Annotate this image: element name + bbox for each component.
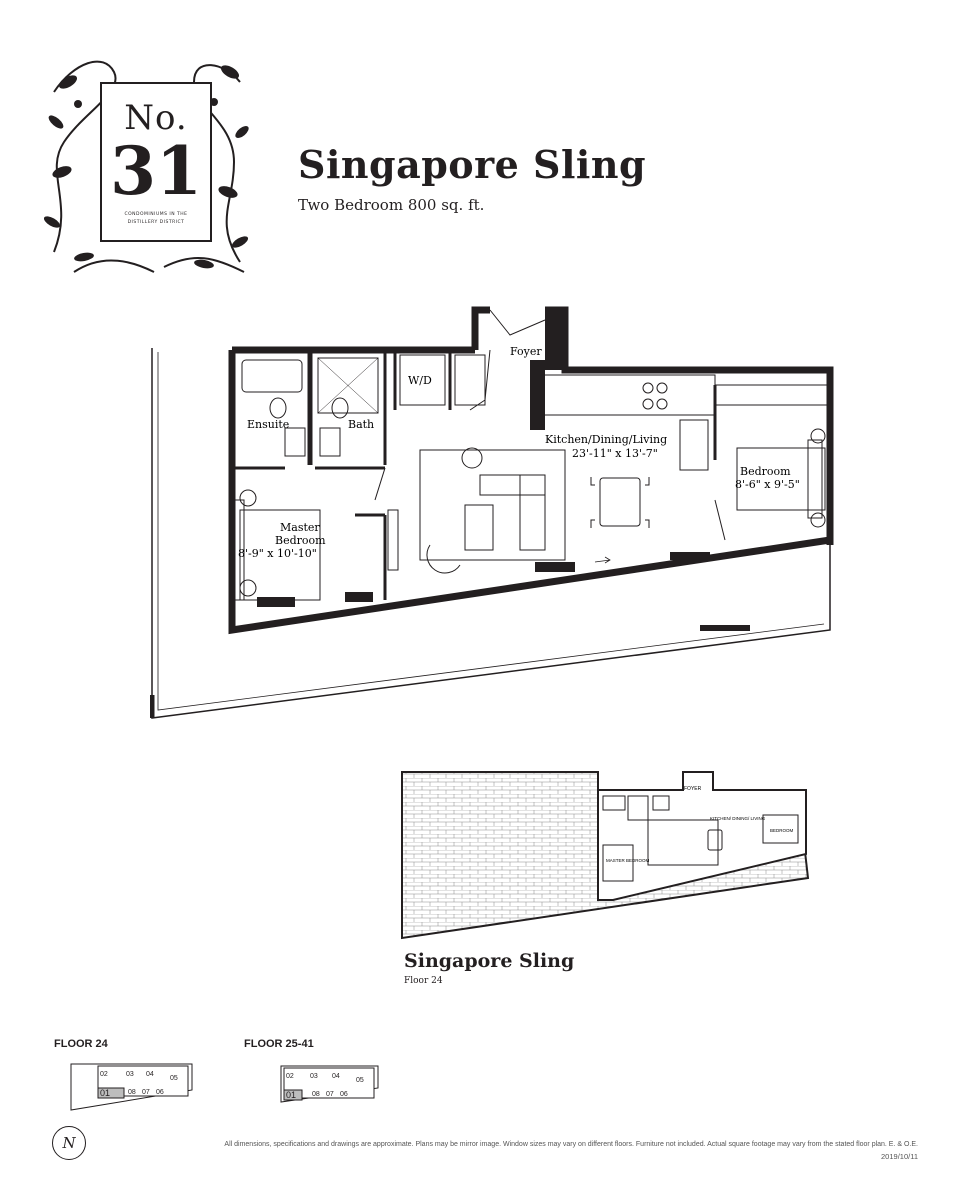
unit-description: Two Bedroom 800 sq. ft. (298, 196, 485, 214)
unit-01: 01 (286, 1090, 297, 1100)
room-bedroom: Bedroom (740, 465, 791, 478)
unit-04: 04 (332, 1073, 340, 1080)
key-plan-title: Singapore Sling (404, 950, 575, 972)
key-bedroom: BEDROOM (770, 828, 794, 833)
unit-07: 07 (326, 1091, 334, 1098)
room-bedroom-dim: 8'-6" x 9'-5" (735, 478, 800, 491)
unit-05: 05 (356, 1077, 364, 1084)
page-title: Singapore Sling (298, 142, 647, 187)
unit-06: 06 (340, 1091, 348, 1098)
logo-number: 31 (110, 132, 202, 210)
floor-24-label: FLOOR 24 (54, 1038, 108, 1050)
north-label: N (62, 1134, 76, 1152)
logo-no: No. (124, 98, 188, 138)
logo-tagline-1: CONDOMINIUMS IN THE (124, 212, 188, 217)
revision-date: 2019/10/11 (881, 1152, 918, 1161)
disclaimer: All dimensions, specifications and drawings are approximate. Plans may be mirror image. Window sizes may vary on different floors. Furniture not included. Actual square footage may vary from the stated floor plan. E. & O.E. (224, 1141, 918, 1148)
unit-01: 01 (100, 1088, 111, 1098)
room-kitchen-dim: 23'-11" x 13'-7" (572, 447, 658, 460)
key-foyer: FOYER (684, 786, 702, 792)
room-foyer: Foyer (510, 345, 542, 358)
unit-06: 06 (156, 1089, 164, 1096)
key-plan (398, 770, 828, 950)
north-arrow-icon (52, 1126, 86, 1160)
floor-25-41-label: FLOOR 25-41 (244, 1038, 314, 1050)
room-bath: Bath (348, 418, 375, 431)
floor-25-41-map (280, 1064, 380, 1104)
unit-08: 08 (312, 1091, 320, 1098)
room-master-dim: 8'-9" x 10'-10" (238, 547, 317, 560)
key-plan-floor: Floor 24 (404, 976, 443, 986)
unit-02: 02 (100, 1071, 108, 1078)
room-ensuite: Ensuite (247, 418, 290, 431)
logo-tagline-2: DISTILLERY DISTRICT (127, 220, 185, 225)
floor-24-map (70, 1062, 194, 1112)
unit-08: 08 (128, 1089, 136, 1096)
unit-04: 04 (146, 1071, 154, 1078)
floor-plan (150, 300, 840, 720)
key-kitchen: KITCHEN/ DINING/ LIVING (710, 816, 766, 821)
room-master-2: Bedroom (275, 534, 326, 547)
unit-07: 07 (142, 1089, 150, 1096)
logo-box (100, 82, 212, 242)
unit-05: 05 (170, 1075, 178, 1082)
unit-02: 02 (286, 1073, 294, 1080)
room-wd: W/D (408, 374, 432, 387)
key-master: MASTER BEDROOM (606, 858, 650, 863)
room-kitchen: Kitchen/Dining/Living (545, 433, 668, 446)
unit-03: 03 (310, 1073, 318, 1080)
unit-03: 03 (126, 1071, 134, 1078)
room-master-1: Master (280, 521, 320, 534)
